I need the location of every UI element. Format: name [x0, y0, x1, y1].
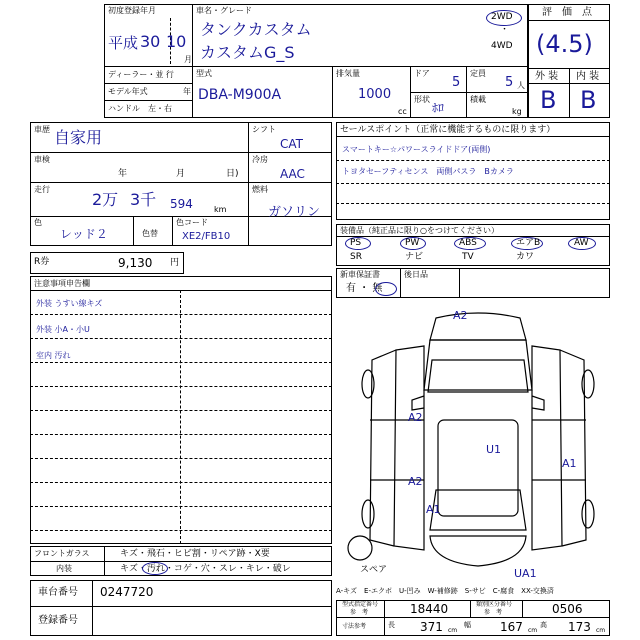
rear-bumper-outline [430, 536, 526, 566]
warranty-value: 有 ・ 無 [346, 283, 383, 294]
divider [30, 561, 332, 562]
class-no-label: 類別区分番号 [476, 601, 513, 608]
mileage-unit: km [214, 205, 227, 214]
divider [248, 122, 249, 246]
dimension-ref-label: 寸法参考 [342, 623, 367, 630]
shape-label: 形状 [414, 95, 430, 104]
notes-ruled-line [30, 386, 332, 387]
equipment-abs: ABS [459, 238, 477, 248]
notes-ruled-line [30, 410, 332, 411]
divider [192, 66, 193, 118]
notes-ruled-line [30, 530, 332, 531]
shift-value: CAT [280, 137, 303, 151]
divider [384, 600, 385, 636]
equipment-aw: AW [574, 238, 589, 248]
type-spec-label: 型式指定番号 [342, 601, 379, 608]
divider [172, 216, 173, 246]
equipment-tv: TV [462, 252, 474, 262]
damage-mark-rear: UA1 [514, 567, 537, 580]
registration-month-unit: 月 [184, 55, 192, 64]
notes-ruled-line [30, 338, 332, 339]
divider [336, 160, 610, 161]
front-bumper-outline [430, 313, 526, 340]
car-name-line1: タンクカスタム [200, 20, 312, 39]
score-label: 評 価 点 [542, 7, 592, 18]
divider [522, 600, 523, 617]
ac-label: 冷房 [252, 155, 268, 164]
divider [104, 546, 105, 576]
notes-label: 注意事項申告欄 [34, 279, 90, 288]
notes-ruled-line [30, 362, 332, 363]
divider [192, 4, 193, 66]
divider [336, 183, 610, 184]
car-damage-diagram [346, 300, 610, 580]
equipment-navi: ナビ [405, 252, 424, 262]
sales-points-label: セールスポイント（正常に機能するものに限ります） [340, 125, 556, 135]
registration-no-label: 登録番号 [38, 615, 78, 626]
sales-point-2: トヨタセーフティセンス 両側パスラ Bカメラ [342, 167, 514, 176]
registration-era: 平成 [108, 34, 139, 52]
divider [30, 606, 332, 607]
color-code-label: 色コード [176, 218, 208, 227]
divider [336, 203, 610, 204]
damage-mark-left-rear-lower: A1 [426, 503, 441, 516]
interior-label: 内 装 [576, 71, 600, 82]
recycle-label: R券 [34, 257, 50, 267]
divider [470, 600, 471, 617]
width-label: 幅 [464, 621, 471, 629]
doors-label: ドア [414, 69, 430, 78]
note-line-3: 室内 汚れ [36, 351, 71, 360]
model-value: DBA-M900A [198, 87, 282, 103]
note-line-1: 外装 うすい線キズ [36, 299, 103, 308]
equipment-ps: PS [350, 238, 362, 248]
shift-label: シフト [252, 125, 276, 134]
rear-window-outline [430, 490, 526, 530]
hood-outline [424, 340, 532, 390]
car-name-label: 車名・グレード [196, 6, 252, 15]
chassis-label: 車台番号 [38, 587, 78, 598]
fuel-label: 燃料 [252, 185, 268, 194]
interior-grade: B [580, 86, 597, 114]
spare-label: スペア [360, 565, 388, 575]
divider [410, 92, 528, 93]
registration-month: 10 [166, 32, 187, 51]
length-unit: cm [448, 627, 458, 634]
exterior-label: 外 装 [535, 71, 559, 82]
history-value: 自家用 [54, 128, 103, 147]
equipment-leather: カワ [516, 252, 535, 262]
mileage-label: 走行 [34, 185, 50, 194]
capacity-value: 5 [505, 75, 514, 90]
divider [569, 68, 570, 118]
equipment-pw: PW [405, 238, 420, 248]
notes-ruled-line [30, 314, 332, 315]
windshield-outline [428, 360, 528, 392]
inspection-label: 車検 [34, 155, 50, 164]
history-label: 車歴 [34, 125, 50, 134]
interior-condition-label: 内装 [56, 564, 72, 573]
displacement-unit: cc [398, 107, 407, 116]
note-line-2: 外装 小A・小U [36, 325, 90, 334]
score-value: (4.5) [536, 30, 593, 58]
damage-mark-right: A1 [562, 457, 577, 470]
model-year-unit: 年 [183, 87, 191, 96]
color-value: レッド２ [60, 227, 108, 241]
interior-dirt-circle [142, 562, 168, 575]
divider [104, 100, 192, 101]
color-code: XE2/FB10 [182, 231, 231, 242]
damage-mark-front: A2 [453, 309, 468, 322]
interior-condition-value: キズ・汚れ・コゲ・穴・スレ・キレ・破レ [120, 564, 291, 574]
damage-mark-left-front: A2 [408, 411, 423, 424]
sales-point-1: スマートキー☆パワースライドドア(両側) [342, 145, 491, 154]
exterior-grade: B [540, 86, 557, 114]
inspection-day-unit: 日) [226, 169, 239, 179]
damage-mark-roof: U1 [486, 443, 502, 456]
class-no-ref: 参 考 [484, 609, 503, 616]
divider [248, 182, 332, 183]
ac-value: AAC [280, 167, 305, 181]
recycle-value: 9,130 [118, 256, 153, 270]
type-spec-ref: 参 考 [350, 609, 369, 616]
divider [30, 182, 248, 183]
registration-year: 30 [140, 32, 161, 51]
displacement-value: 1000 [358, 87, 392, 102]
divider [332, 66, 333, 118]
divider [104, 66, 528, 67]
mileage-rest: 594 [170, 197, 193, 211]
recycle-block [30, 252, 184, 274]
roof-outline [438, 420, 518, 516]
height-unit: cm [596, 627, 606, 634]
equipment-airbag: エアB [516, 238, 541, 248]
equipment-label: 装備品（純正品に限り○をつけてください） [340, 226, 499, 235]
paint-change-label: 色替 [142, 229, 158, 238]
warranty-label: 新車保証書 [340, 270, 380, 279]
inspection-month-unit: 月 [176, 169, 186, 179]
divider [528, 20, 610, 21]
capacity-label: 定員 [470, 69, 486, 78]
height-label: 高 [540, 621, 547, 629]
equipment-sr: SR [350, 252, 362, 262]
registration-label: 初度登録年月 [108, 6, 156, 15]
notes-ruled-line [30, 506, 332, 507]
fuel-value: ガソリン [268, 205, 321, 220]
divider [133, 216, 134, 246]
load-unit: kg [512, 107, 522, 116]
color-label: 色 [34, 218, 42, 227]
shape-value: ﾎﾛ [432, 101, 445, 115]
doors-value: 5 [452, 75, 461, 90]
model-label: 型式 [196, 69, 212, 78]
length-label: 長 [388, 621, 395, 629]
divider [92, 580, 93, 636]
mileage-sen: 3千 [130, 190, 157, 209]
divider [30, 152, 248, 153]
height-value: 173 [568, 620, 591, 634]
drive-2wd: 2WD [491, 12, 513, 22]
drive-dot: ・ [500, 25, 510, 35]
class-no-value: 0506 [552, 602, 583, 616]
damage-mark-left-rear: A2 [408, 475, 423, 488]
width-unit: cm [528, 627, 538, 634]
windshield-value: キズ・飛石・ヒビ割・リペア跡・X要 [120, 549, 270, 559]
warranty-circle [375, 282, 397, 296]
handle-label: ハンドル 左・右 [108, 104, 172, 113]
length-value: 371 [420, 620, 443, 634]
chassis-value: 0247720 [100, 585, 154, 599]
mileage-man: 2万 [92, 190, 119, 209]
drive-4wd: 4WD [491, 41, 513, 51]
divider [336, 136, 610, 137]
divider [248, 152, 332, 153]
width-value: 167 [500, 620, 523, 634]
model-year-label: モデル年式 [108, 87, 148, 96]
load-label: 積載 [470, 95, 486, 104]
divider [104, 83, 192, 84]
inspection-year-unit: 年 [118, 169, 128, 179]
right-side-outline [532, 346, 562, 550]
damage-legend: A-キズ E-エクボ U-凹み W-補修跡 S-サビ C-腐食 XX-交換済 [336, 587, 554, 595]
record-block [400, 268, 610, 298]
left-side-outline [394, 346, 424, 550]
notes-ruled-line [30, 434, 332, 435]
type-spec-value: 18440 [410, 602, 449, 616]
divider [30, 290, 332, 291]
record-label: 後日品 [404, 270, 428, 279]
spare-tire-outline [348, 536, 372, 560]
divider [336, 617, 610, 618]
notes-ruled-line [30, 458, 332, 459]
car-name-line2: カスタムG_S [200, 43, 295, 62]
displacement-label: 排気量 [336, 69, 360, 78]
windshield-label: フロントガラス [34, 549, 90, 558]
capacity-unit: 人 [517, 81, 525, 90]
dealer-label: ディーラー・並 行 [108, 70, 174, 79]
recycle-unit: 円 [170, 258, 180, 268]
notes-ruled-line [30, 482, 332, 483]
